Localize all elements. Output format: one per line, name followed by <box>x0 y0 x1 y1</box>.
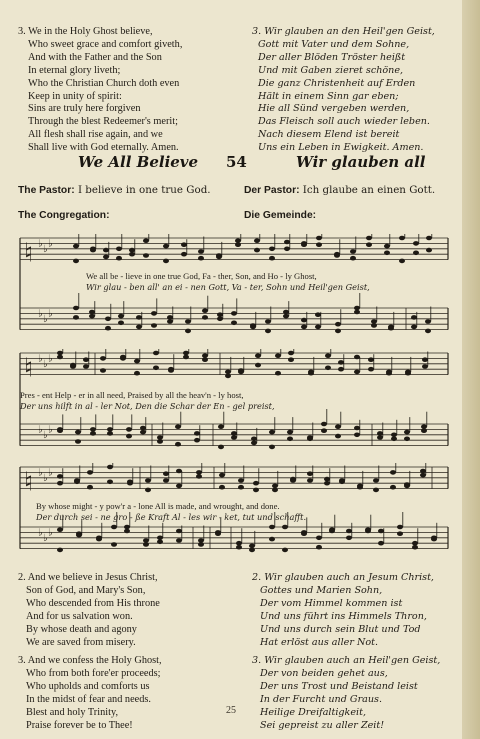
verse-line: 3. Wir glauben an den Heil'gen Geist, <box>252 26 435 37</box>
congregation-label: The Congregation: <box>18 210 110 221</box>
staff <box>20 293 448 333</box>
verse-line: Uns ein Leben in Ewigkeit. Amen. <box>258 142 424 154</box>
staff <box>20 234 448 269</box>
pastor-text: Ich glaube an einen Gott. <box>302 184 436 196</box>
svg-text:♭: ♭ <box>38 308 43 320</box>
verse-line: Nach diesem Elend ist bereit <box>258 129 400 141</box>
svg-text:♭: ♭ <box>48 238 53 250</box>
verse-line: Who descended from His throne <box>26 597 160 609</box>
svg-text:♭: ♭ <box>43 243 48 255</box>
pastor-label: The Pastor: <box>18 185 75 196</box>
svg-text:♭: ♭ <box>43 429 48 441</box>
verse-line: By whose death and agony <box>26 623 137 635</box>
congregation-label: Die Gemeinde: <box>244 210 317 221</box>
svg-text:♭: ♭ <box>48 527 53 539</box>
congregation-rubric-english <box>18 209 110 221</box>
svg-text:♮: ♮ <box>24 467 34 498</box>
verse-line: Gottes und Marien Sohn, <box>260 584 383 596</box>
verse-line: Blest and holy Trinity, <box>26 707 119 719</box>
staff <box>20 463 448 498</box>
verse-line: Who upholds and comforts us <box>26 681 150 693</box>
verse-line: 3. Wir glauben auch an Heil'gen Geist, <box>252 655 441 667</box>
verse-line: 2. Wir glauben auch an Jesum Christ, <box>252 572 434 583</box>
verse-line: Und uns führt ins Himmels Thron, <box>260 610 427 622</box>
verse-line: Son of God, and Mary's Son, <box>26 584 146 596</box>
svg-text:♭: ♭ <box>43 472 48 484</box>
verse-line: Who the Christian Church doth even <box>28 77 180 89</box>
verse-line: Und uns durch sein Blut und Tod <box>260 623 421 635</box>
verse-line: We are saved from misery. <box>26 636 136 648</box>
music-system-1 <box>16 234 452 346</box>
svg-text:♭: ♭ <box>38 353 43 365</box>
svg-text:♭: ♭ <box>43 358 48 370</box>
verse-line: Und mit Gaben zieret schöne, <box>258 64 404 76</box>
page-edge <box>462 0 480 739</box>
verse-line: Hie all Sünd vergeben werden, <box>258 103 410 115</box>
verse-line: Through the blest Redeemer's merit; <box>28 116 178 128</box>
verse-line: Who sweet grace and comfort giveth, <box>28 38 183 50</box>
music-system-3 <box>16 463 452 565</box>
staff <box>20 349 448 384</box>
lyric-english: We all be - lieve in one true God, Fa - ther, Son, and Ho - ly Ghost, <box>86 271 317 281</box>
lyric-german: Wir glau - ben all' an ei - nen Gott, Va - ter, Sohn und Heil'gen Geist, <box>86 282 370 292</box>
hymn-title-german: Wir glauben all <box>296 153 426 171</box>
verse-line: And with the Father and the Son <box>28 51 162 63</box>
verse-line: Who from both fore'er proceeds; <box>26 668 161 680</box>
svg-text:♭: ♭ <box>43 532 48 544</box>
svg-text:♮: ♮ <box>24 353 34 384</box>
page-number: 25 <box>226 705 236 716</box>
verse-line: Gott mit Vater und dem Sohne, <box>258 38 410 50</box>
verse-line: Shall live with God eternally. Amen. <box>28 142 179 154</box>
pastor-text: I believe in one true God. <box>77 184 211 196</box>
svg-text:♭: ♭ <box>48 353 53 365</box>
hymn-number: 54 <box>226 153 247 171</box>
verse-line: 3. We in the Holy Ghost believe, <box>18 26 153 37</box>
svg-text:♭: ♭ <box>43 313 48 325</box>
verse-line: Der aller Blöden Tröster heißt <box>258 51 406 63</box>
lyric-english: Pres - ent Help - er in all need, Praised by all the heav'n - ly host, <box>20 390 244 400</box>
verse-line: 3. And we confess the Holy Ghost, <box>18 655 162 667</box>
verse-line: In der Furcht und Graus. <box>260 694 383 706</box>
top-verse-german <box>252 26 452 155</box>
svg-text:♭: ♭ <box>48 424 53 436</box>
svg-text:♭: ♭ <box>38 527 43 539</box>
verse-line: All flesh shall rise again, and we <box>28 129 163 141</box>
verse-line: Keep in unity of spirit: <box>28 90 122 102</box>
verse-line: 2. And we believe in Jesus Christ, <box>18 572 158 583</box>
bottom-verses-english <box>18 572 228 733</box>
lyric-german: Der uns hilft in al - ler Not, Den die Schar der En - gel preist, <box>20 401 275 411</box>
pastor-rubric-english <box>18 184 211 196</box>
pastor-rubric-german <box>244 184 435 196</box>
top-verse-english <box>18 26 228 155</box>
verse-line: Heilige Dreifaltigkeit, <box>260 707 367 719</box>
verse-line: Hält in einem Sinn gar eben; <box>258 90 399 102</box>
verse-line: Praise forever be to Thee! <box>26 719 133 731</box>
verse-line: And for us salvation won. <box>26 610 133 622</box>
svg-text:♮: ♮ <box>24 238 34 269</box>
verse-line: Sei gepreist zu aller Zeit! <box>260 719 385 731</box>
svg-text:♭: ♭ <box>48 467 53 479</box>
congregation-rubric-german <box>244 209 316 221</box>
lyric-german: Der durch sei - ne gro - ße Kraft Al - les wir - ket, tut und schafft. <box>36 512 307 522</box>
verse-line: Das Fleisch soll auch wieder leben. <box>258 116 430 128</box>
svg-text:♭: ♭ <box>38 238 43 250</box>
verse-line: Der uns Trost und Beistand leist <box>260 681 418 693</box>
svg-text:♭: ♭ <box>38 424 43 436</box>
svg-text:♭: ♭ <box>38 467 43 479</box>
verse-line: Die ganz Christenheit auf Erden <box>258 77 416 89</box>
verse-line: In the midst of fear and needs. <box>26 694 151 706</box>
music-system-2 <box>16 349 452 462</box>
verse-line: Hat erlöst aus aller Not. <box>260 636 379 648</box>
verse-line: Der von beiden gehet aus, <box>260 668 388 680</box>
verse-line: Sins are truly here forgiven <box>28 103 141 115</box>
svg-text:♭: ♭ <box>48 308 53 320</box>
pastor-label: Der Pastor: <box>244 185 300 196</box>
verse-line: Der vom Himmel kommen ist <box>260 597 403 609</box>
staff <box>20 409 448 449</box>
hymn-title-english: We All Believe <box>78 153 199 171</box>
bottom-verses-german <box>252 572 452 733</box>
lyric-english: By whose might - y pow'r a - lone All is made, and wrought, and done. <box>36 501 280 511</box>
verse-line: In eternal glory liveth; <box>28 64 121 76</box>
